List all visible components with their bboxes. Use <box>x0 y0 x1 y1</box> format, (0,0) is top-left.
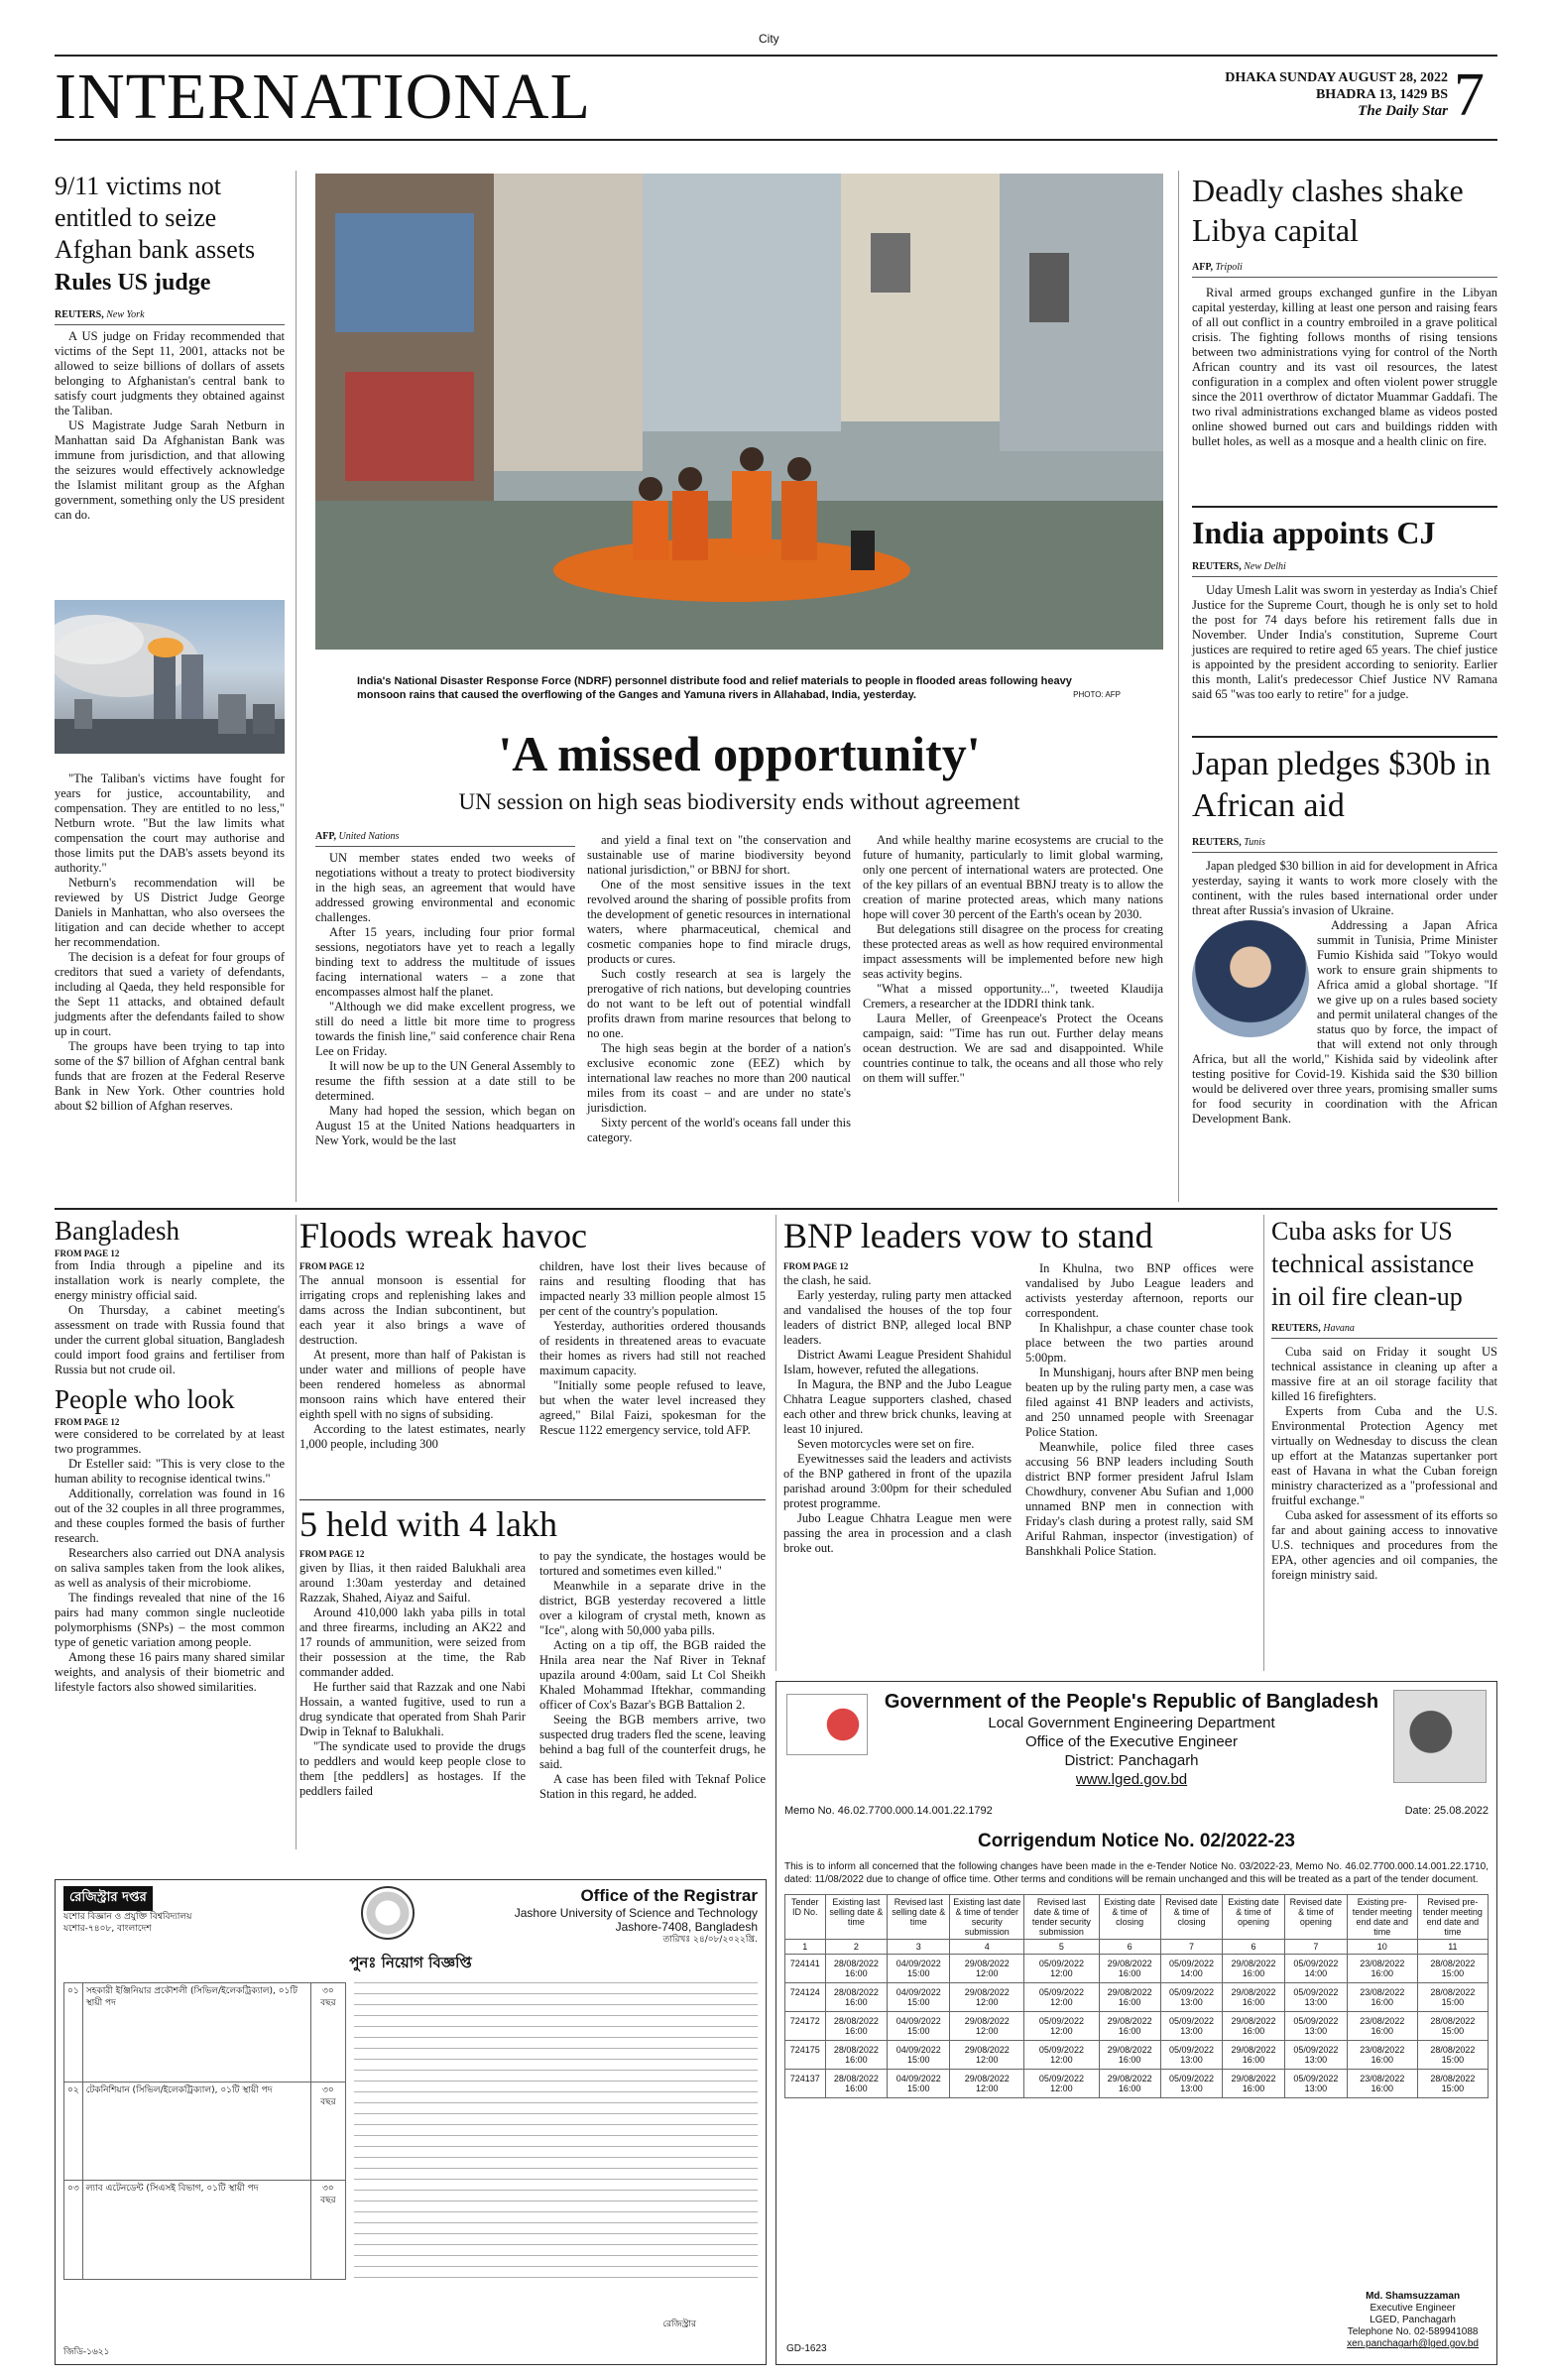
byline-rule <box>1271 1338 1497 1339</box>
signer-org: LGED, Panchagarh <box>1370 2315 1456 2325</box>
memo-no: Memo No. 46.02.7700.000.14.001.22.1792 <box>784 1805 993 1817</box>
table-cell: 724124 <box>785 1983 826 2012</box>
table-index-cell: 7 <box>1284 1940 1347 1955</box>
afghan-subhead: Rules US judge <box>55 270 211 296</box>
table-row <box>785 2041 1489 2070</box>
table-cell: 28/08/2022 16:00 <box>825 2012 888 2041</box>
paragraph: Acting on a tip off, the BGB raided the Hnila area near the Naf River in Teknaf upazila around 4:00am, said Lt Col Sheikh Khaled Mohammad Iftekhar, commanding officer of Cox's Bazar's BGB Battalion 2. <box>539 1638 766 1712</box>
table-cell: 29/08/2022 12:00 <box>950 1955 1024 1983</box>
table-cell: 724137 <box>785 2070 826 2098</box>
japan-byline <box>1192 837 1497 848</box>
table-cell: 05/09/2022 12:00 <box>1024 1955 1099 1983</box>
table-cell: 29/08/2022 16:00 <box>1223 1955 1285 1983</box>
india-article <box>1192 506 1497 702</box>
table-cell: 29/08/2022 16:00 <box>1099 1955 1160 1983</box>
india-byline <box>1192 561 1497 572</box>
table-cell: 29/08/2022 12:00 <box>950 2070 1024 2098</box>
libya-article <box>1192 171 1497 449</box>
paragraph: Japan pledged $30 billion in aid for development in Africa yesterday, saying it wants to work more closely with the continent, with the rules based international order under threat after Russia's invasion of Ukraine. <box>1192 859 1497 917</box>
bn-notice-title: পুনঃ নিয়োগ বিজ্ঞপ্তি <box>349 1954 472 1971</box>
paragraph: Seven motorcycles were set on fire. <box>797 1437 975 1451</box>
floods-col-1 <box>299 1273 526 1452</box>
table-header-cell: Tender ID No. <box>785 1895 826 1940</box>
paragraph: Such costly research at sea is largely the prerogative of rich nations, but developing countries do not want to be left out of potential windfall profits drawn from marine resources that belong to no one. <box>587 967 851 1040</box>
cuba-body <box>1271 1345 1497 1583</box>
cuba-article <box>1271 1215 1497 1583</box>
from-page-label: FROM PAGE 12 <box>55 1417 120 1427</box>
flood-photo-illustration <box>315 174 1163 650</box>
signer-title: Executive Engineer <box>1370 2303 1456 2314</box>
missed-subhead: UN session on high seas biodiversity ends without agreement <box>458 789 1020 814</box>
table-cell: 29/08/2022 16:00 <box>1099 2041 1160 2070</box>
table-row <box>785 2070 1489 2098</box>
paragraph: According to the latest estimates, nearly 1,000 people, including 300 <box>299 1422 526 1451</box>
table-cell: 04/09/2022 15:00 <box>888 1955 950 1983</box>
table-header-cell: Existing date & time of opening <box>1223 1895 1285 1940</box>
paragraph: Among these 16 pairs many shared similar weights, and analysis of their biometric and lifestyle factors also showed similarities. <box>55 1650 285 1694</box>
paragraph: In Khalishpur, a chase counter chase took place between the two parties around 5:00pm. <box>1025 1321 1253 1365</box>
table-cell: ৩০ বছর <box>310 1983 345 2082</box>
paragraph: Researchers also carried out DNA analysis on saliva samples taken from the look alikes, as well as analysis of their microbiome. <box>55 1546 285 1590</box>
from-page-label: FROM PAGE 12 <box>55 1249 120 1258</box>
held-col-2 <box>539 1549 766 1802</box>
section-rule <box>1192 506 1497 508</box>
table-row <box>64 1983 346 2082</box>
bnp-col-1 <box>783 1273 1012 1556</box>
table-index-cell: 1 <box>785 1940 826 1955</box>
table-cell: 23/08/2022 16:00 <box>1347 1983 1417 2012</box>
table-cell: 23/08/2022 16:00 <box>1347 1955 1417 1983</box>
paragraph: children, have lost their lives because of rains and resulting flooding that has impacted nearly 33 million people almost 15 per cent of the country's population. <box>539 1259 766 1318</box>
table-cell: 28/08/2022 15:00 <box>1417 1955 1488 1983</box>
table-cell: 05/09/2022 13:00 <box>1284 1983 1347 2012</box>
table-cell: ল্যাব এটেনডেন্ট (সিএসই বিভাগ, ০১টি স্থায়ী পদ <box>82 2181 310 2280</box>
table-cell: 05/09/2022 12:00 <box>1024 2070 1099 2098</box>
table-cell: 28/08/2022 15:00 <box>1417 1983 1488 2012</box>
table-cell: 04/09/2022 15:00 <box>888 2070 950 2098</box>
mujib-portrait-icon <box>1393 1690 1487 1783</box>
paragraph: One of the most sensitive issues in the text revolved around the sharing of possible profits from the development of genetic resources in international waters, where pharmaceutical, chemical and cosmetic companies hope to find miracle drugs, products or cures. <box>587 878 851 966</box>
table-header-cell: Existing last selling date & time <box>825 1895 888 1940</box>
paragraph: Additionally, correlation was found in 16 out of the 32 couples in all three programmes, and these couples formed the basis of further research. <box>55 1487 285 1545</box>
paragraph: "Although we did make excellent progress, we still do need a little bit more time to progress towards the finish line," said conference chair Rena Lee on Friday. <box>315 1000 575 1058</box>
table-cell: 04/09/2022 15:00 <box>888 1983 950 2012</box>
col-divider <box>1178 171 1179 1202</box>
table-cell: 05/09/2022 12:00 <box>1024 2041 1099 2070</box>
table-index-cell: 7 <box>1160 1940 1222 1955</box>
table-cell: সহকারী ইঞ্জিনিয়ার প্রকৌশলী (সিভিল/ইলেকট্রিক্যাল), ০১টি স্থায়ী পদ <box>82 1983 310 2082</box>
paragraph: In Magura, the BNP and the Jubo League Chhatra League supporters clashed, chased each other and threw brick chunks, leaving at least 10 injured. <box>783 1377 1012 1436</box>
table-cell: 05/09/2022 13:00 <box>1160 2012 1222 2041</box>
paragraph: Sixty percent of the world's oceans fall under this category. <box>587 1116 851 1144</box>
byline-place: Tunis <box>1244 837 1265 848</box>
table-cell: ৩০ বছর <box>310 2082 345 2181</box>
table-row <box>785 1955 1489 1983</box>
bangladesh-50-logo-icon <box>786 1694 868 1755</box>
table-cell: ০১ <box>64 1983 83 2082</box>
lged-header <box>874 1690 1389 1789</box>
signer-phone: Telephone No. 02-589941088 <box>1347 2326 1479 2337</box>
signer-name: Md. Shamsuzzaman <box>1366 2291 1461 2302</box>
memo-date: Date: 25.08.2022 <box>1404 1805 1489 1817</box>
india-headline: India appoints CJ <box>1192 515 1436 550</box>
held-headline: 5 held with 4 lakh <box>299 1504 557 1544</box>
photo-credit: PHOTO: AFP <box>1073 690 1121 699</box>
paragraph: Seeing the BGB members arrive, two suspected drug traders fled the scene, leaving behind a bag full of the counterfeit drugs, he said. <box>539 1713 766 1771</box>
flood-photo <box>315 174 1163 650</box>
paragraph: Many had hoped the session, which began on August 15 at the United Nations headquarters in New York, would be the last <box>315 1104 575 1147</box>
table-cell: 05/09/2022 13:00 <box>1160 2070 1222 2098</box>
col-divider <box>296 1215 297 1849</box>
paragraph: The findings revealed that nine of the 16 pairs had many common single nucleotide polymorphisms (SNPs) – the most common type of genetic variation among people. <box>55 1591 285 1649</box>
paragraph: In Munshiganj, hours after BNP men being beaten up by the ruling party men, a case was filed against 41 BNP leaders and activists, and 250 unnamed people with Sreenagar Police Station. <box>1025 1366 1253 1439</box>
table-cell: 05/09/2022 13:00 <box>1284 2041 1347 2070</box>
table-cell: 05/09/2022 14:00 <box>1160 1955 1222 1983</box>
table-cell: 29/08/2022 16:00 <box>1223 1983 1285 2012</box>
byline-rule <box>315 846 575 847</box>
cuba-byline <box>1271 1323 1497 1334</box>
from-page-label: FROM PAGE 12 <box>299 1261 365 1271</box>
table-row <box>785 2012 1489 2041</box>
table-cell: 29/08/2022 16:00 <box>1099 2070 1160 2098</box>
paragraph: and yield a final text on "the conservation and sustainable use of marine biodiversity beyond national jurisdiction," or BBNJ for short. <box>587 833 851 877</box>
paragraph: US Magistrate Judge Sarah Netburn in Manhattan said Da Afghanistan Bank was immune from jurisdiction, and that allowing the seizures would effectively acknowledge the Islamist militant group as the Afghan government, something only the US president can do. <box>55 418 285 522</box>
tender-table <box>784 1894 1489 2098</box>
section-rule <box>1192 736 1497 738</box>
twin-towers-photo <box>55 600 285 754</box>
table-cell: 724175 <box>785 2041 826 2070</box>
masthead-rule <box>55 139 1497 141</box>
table-cell: 05/09/2022 12:00 <box>1024 1983 1099 2012</box>
paragraph: "What a missed opportunity...", tweeted Klaudija Cremers, a researcher at the IDDRI think tank. <box>863 982 1163 1011</box>
table-cell: 05/09/2022 14:00 <box>1284 1955 1347 1983</box>
bn-date: তারিখঃ ২৪/০৮/২০২২খ্রি. <box>662 1935 758 1945</box>
table-header-cell: Revised last selling date & time <box>888 1895 950 1940</box>
table-cell: 04/09/2022 15:00 <box>888 2012 950 2041</box>
table-index-cell: 2 <box>825 1940 888 1955</box>
table-cell: 28/08/2022 15:00 <box>1417 2070 1488 2098</box>
byline-place: Tripoli <box>1215 262 1243 273</box>
from-page-label: FROM PAGE 12 <box>299 1549 365 1559</box>
table-cell: 05/09/2022 13:00 <box>1160 1983 1222 2012</box>
byline-place: New Delhi <box>1244 561 1286 572</box>
bn-univ: যশোর বিজ্ঞান ও প্রযুক্তি বিশ্ববিদ্যালয় <box>63 1912 192 1922</box>
japan-article <box>1192 736 1497 1127</box>
paragraph: Meanwhile in a separate drive in the district, BGB yesterday recovered a little over a kilogram of crystal meth, known as "Ice", along with 50,000 yaba pills. <box>539 1579 766 1637</box>
paragraph: It will now be up to the UN General Assembly to resume the fifth session at a date still to be determined. <box>315 1059 575 1103</box>
paragraph: to pay the syndicate, the hostages would be tortured and sometimes even killed." <box>539 1549 766 1578</box>
floods-col-2 <box>539 1259 766 1438</box>
byline-agency: AFP, <box>1192 262 1214 273</box>
missed-byline <box>315 831 399 842</box>
paragraph: Cuba asked for assessment of its efforts so far and about gaining access to innovative U.S. techniques and procedures from the EPA, other agencies and oil companies, the foreign ministry said. <box>1271 1508 1497 1582</box>
paragraph: After 15 years, including four prior formal sessions, negotiators have yet to reach a legally binding text to address the multitude of issues facing international waters – a zone that encompasses almost half the planet. <box>315 925 575 999</box>
registrar-bn-header <box>63 1886 311 1935</box>
missed-col-3 <box>863 833 1163 1086</box>
table-cell: টেকনিশিয়ান (সিভিল/ইলেকট্রিক্যাল), ০১টি স্থায়ী পদ <box>82 2082 310 2181</box>
afghan-article <box>55 171 285 523</box>
registrar-addr: Jashore-7408, Bangladesh <box>615 1920 758 1934</box>
table-cell: 05/09/2022 12:00 <box>1024 2012 1099 2041</box>
bnp-col-2 <box>1025 1261 1253 1559</box>
table-header-cell: Revised last date & time of tender security submission <box>1024 1895 1099 1940</box>
afghan-body-2 <box>55 772 285 1114</box>
table-index-cell: 6 <box>1099 1940 1160 1955</box>
section-top-label: City <box>759 32 779 46</box>
byline-place: United Nations <box>338 831 400 842</box>
paragraph: were considered to be correlated by at least two programmes. <box>55 1427 285 1456</box>
japan-body <box>1192 859 1497 1127</box>
paragraph: A US judge on Friday recommended that victims of the Sept 11, 2001, attacks not be allowed to seize billions of dollars of assets belonging to Afghanistan's central bank to satisfy court judgments they obtained against the Taliban. <box>55 329 285 417</box>
afghan-body-1 <box>55 329 285 523</box>
paragraph: District Awami League President Shahidul Islam, however, refuted the allegations. <box>783 1348 1012 1376</box>
paragraph: Eyewitnesses said the leaders and activists of the BNP gathered in front of the upazila parishad around 3:00pm for their scheduled protest programme. <box>783 1452 1012 1510</box>
paragraph: He further said that Razzak and one Nabi Hossain, a wanted fugitive, used to run a drug syndicate that operated from Shah Parir Dwip in Teknaf to Balukhali. <box>299 1680 526 1738</box>
bn-addr: যশোর-৭৪০৮, বাংলাদেশ <box>63 1924 152 1934</box>
table-cell: 05/09/2022 13:00 <box>1284 2070 1347 2098</box>
table-header-cell: Revised date & time of opening <box>1284 1895 1347 1940</box>
paragraph: And while healthy marine ecosystems are crucial to the future of humanity, particularly to limit global warming, only one percent of international waters are protected. One of the key pillars of an eventual BBNJ treaty is to allow the creation of marine protected areas, which many nations hope will cover 30 percent of the Earth's ocean by 2030. <box>863 833 1163 921</box>
col-divider <box>775 1215 776 1671</box>
paragraph: Around 410,000 lakh yaba pills in total and three firearms, including an AK22 and 17 rounds of ammunition, were seized from their possession at the time, the Rab commander added. <box>299 1606 526 1679</box>
from-page-label: FROM PAGE 12 <box>783 1261 849 1271</box>
date-line: DHAKA SUNDAY AUGUST 28, 2022 <box>1225 70 1448 85</box>
paragraph: Cuba said on Friday it sought US technical assistance in cleaning up after a massive fire at an oil storage facility that killed 16 firefighters. <box>1271 1345 1497 1403</box>
byline-agency: REUTERS, <box>1192 837 1242 848</box>
paragraph: On Thursday, a cabinet meeting's assessment on trade with Russia found that under the current global situation, Bangladesh could import food grains and fertiliser from Russia but not crude oil. <box>55 1303 285 1376</box>
lged-dept: Local Government Engineering Department <box>988 1715 1275 1731</box>
people-headline: People who look <box>55 1384 235 1414</box>
date-block <box>1155 69 1448 120</box>
table-cell: 23/08/2022 16:00 <box>1347 2070 1417 2098</box>
floods-headline: Floods wreak havoc <box>299 1216 587 1255</box>
corrigendum-intro: This is to inform all concerned that the following changes have been made in the e-Tender Notice No. 03/2022-23, Memo No. 46.02.7700.000.14.001.22.1710, dated: 11/08/2022 due to change of office time. Other terms and conditions will be remain unchanged and this will be treated as a part of the tender document. <box>784 1861 1489 1885</box>
table-cell: 28/08/2022 16:00 <box>825 1955 888 1983</box>
paragraph: the clash, he said. <box>783 1273 872 1287</box>
table-cell: 05/09/2022 13:00 <box>1160 2041 1222 2070</box>
col-divider <box>1263 1215 1264 1671</box>
table-cell: 28/08/2022 15:00 <box>1417 2041 1488 2070</box>
signer-email[interactable]: xen.panchagarh@lged.gov.bd <box>1347 2338 1479 2349</box>
table-cell: 29/08/2022 12:00 <box>950 2041 1024 2070</box>
bengali-date: BHADRA 13, 1429 BS <box>1315 87 1448 102</box>
registrar-signature: রেজিস্ট্রার <box>662 2320 696 2329</box>
paragraph: Rival armed groups exchanged gunfire in the Libyan capital yesterday, killing at least one person and raising fears of all out conflict in a country embroiled in a grave political crisis. The fighting follows months of rising tensions between two administrations vying for control of the North African country and its vast oil resources, the latest configuration in a complex and often violent power struggle since the 2011 overthrow of dictator Muammar Gaddafi. The two rival administrations exchanged blame as videos posted online showed burned out cars and buildings ridden with bullet holes, as well as a mosque and a health clinic on fire. <box>1192 286 1497 448</box>
byline-place: Havana <box>1323 1323 1355 1334</box>
paragraph: Laura Meller, of Greenpeace's Protect the Oceans campaign, said: "Time has run out. Further delay means ocean destruction. We are sad and disappointed. While countries continue to talk, the oceans and all those who rely on them will suffer." <box>863 1012 1163 1085</box>
paragraph: The annual monsoon is essential for irrigating crops and replenishing lakes and dams across the Indian subcontinent, but each year it also brings a wave of destruction. <box>299 1273 526 1347</box>
libya-headline: Deadly clashes shake Libya capital <box>1192 173 1464 248</box>
lged-gov-title: Government of the People's Republic of Bangladesh <box>884 1691 1379 1713</box>
lged-signature-block <box>1347 2291 1479 2350</box>
afghan-headline: 9/11 victims not entitled to seize Afghan bank assets <box>55 172 256 264</box>
corrigendum-title: Corrigendum Notice No. 02/2022-23 <box>978 1831 1295 1851</box>
table-cell: 29/08/2022 16:00 <box>1099 1983 1160 2012</box>
lged-ad <box>775 1681 1497 2365</box>
university-logo-icon <box>361 1886 415 1940</box>
col-divider <box>296 171 297 1202</box>
paragraph: "Initially some people refused to leave, but when the water level increased they agreed," Bilal Faizi, spokesman for the Rescue 1122 emergency service, told AFP. <box>539 1378 766 1437</box>
floods-article <box>299 1215 766 1256</box>
paragraph: The high seas begin at the border of a nation's exclusive economic zone (EEZ) which by international law reaches no more than 200 nautical miles from its coast – and are under no state's jurisdiction. <box>587 1041 851 1115</box>
afghan-byline <box>55 309 285 320</box>
table-index-cell: 4 <box>950 1940 1024 1955</box>
lged-web-link[interactable]: www.lged.gov.bd <box>1075 1771 1188 1788</box>
paragraph: Uday Umesh Lalit was sworn in yesterday as India's Chief Justice for the Supreme Court, though he is only set to hold the post for 74 days before his retirement falls due in November. Under India's constitution, Supreme Court justices are required to retire aged 65 years. The chief justice is appointed by the president according to seniority. Earlier this month, Lalit's predecessor Chief Justice NV Ramana said 65 "was too early to retire" for a judge. <box>1192 583 1497 701</box>
table-row <box>64 2082 346 2181</box>
bn-office: রেজিস্ট্রার দপ্তর <box>63 1886 153 1911</box>
table-cell: 29/08/2022 16:00 <box>1223 2070 1285 2098</box>
paragraph: Yesterday, authorities ordered thousands of residents in threatened areas to evacuate their homes as rivers had still not reached maximum capacity. <box>539 1319 766 1377</box>
table-cell: 724172 <box>785 2012 826 2041</box>
lged-district: District: Panchagarh <box>1064 1752 1199 1769</box>
table-header-cell: Revised pre-tender meeting end date and time <box>1417 1895 1488 1940</box>
paragraph: Dr Esteller said: "This is very close to the human ability to recognise identical twins." <box>55 1457 285 1486</box>
lged-office: Office of the Executive Engineer <box>1024 1733 1238 1750</box>
table-cell: 23/08/2022 16:00 <box>1347 2012 1417 2041</box>
paragraph: "The syndicate used to provide the drugs to peddlers and would keep people close to them [the peddlers] as hostages. If the peddlers failed <box>299 1739 526 1798</box>
caption-text: India's National Disaster Response Force (NDRF) personnel distribute food and relief materials to people in flooded areas following heavy monsoon rains that caused the overflowing of the Ganges and Yamuna rivers in Allahabad, India, yesterday. <box>357 675 1072 701</box>
cuba-headline: Cuba asks for US technical assistance in oil fire clean-up <box>1271 1217 1475 1311</box>
registrar-ad <box>55 1879 767 2365</box>
paragraph: In Khulna, two BNP offices were vandalised by Jubo League leaders and activists yesterday afternoon, reports our correspondent. <box>1025 1261 1253 1320</box>
bangladesh-headline: Bangladesh <box>55 1216 179 1246</box>
table-cell: 29/08/2022 12:00 <box>950 2012 1024 2041</box>
missed-headline: 'A missed opportunity' <box>498 726 981 781</box>
held-col-1 <box>299 1561 526 1799</box>
paragraph: Addressing a Japan Africa summit in Tunisia, Prime Minister Fumio Kishida said "Tokyo would work to ensure grain shipments to Africa amid a global shortage. "If we give up on a rules based society and permit unilateral changes of the status quo by force, the impact of that will extend not only through Africa, but all the world," Kishida said by videolink after testing positive for Covid-19. Kishida said the $30 billion would be delivered over three years, promising smaller sums for food security in coordination with the African Development Bank. <box>1192 918 1497 1126</box>
byline-rule <box>55 324 285 325</box>
paragraph: "The Taliban's victims have fought for years for justice, accountability, and compensation. They are entitled to no less," Netburn wrote. "But the law limits what compensation the court may authorise and those limits put the DAB's assets beyond its authority." <box>55 772 285 875</box>
missed-col-2 <box>587 833 851 1145</box>
paragraph: from India through a pipeline and its installation work is nearly complete, the energy ministry official said. <box>55 1258 285 1302</box>
table-header-row <box>785 1895 1489 1940</box>
middle-rule <box>55 1208 1497 1210</box>
section-title: INTERNATIONAL <box>55 60 591 133</box>
twin-towers-illustration <box>55 600 285 754</box>
table-cell: 724141 <box>785 1955 826 1983</box>
bangladesh-article <box>55 1215 285 1695</box>
table-index-cell: 6 <box>1223 1940 1285 1955</box>
byline-agency: REUTERS, <box>55 309 104 320</box>
byline-agency: AFP, <box>315 831 337 842</box>
table-cell: ০৩ <box>64 2181 83 2280</box>
lged-memo-row <box>784 1805 1489 1817</box>
table-cell: 28/08/2022 15:00 <box>1417 2012 1488 2041</box>
bnp-headline: BNP leaders vow to stand <box>783 1216 1153 1255</box>
table-index-cell: 5 <box>1024 1940 1099 1955</box>
registrar-office: Office of the Registrar <box>580 1886 758 1905</box>
paragraph: The decision is a defeat for four groups of creditors that sued a variety of defendants, including al Qaeda, they held responsible for the Sept 11 attacks, and obtained default judgments after the defendants failed to show up in court. <box>55 950 285 1038</box>
registrar-en-header <box>515 1886 758 1946</box>
table-cell: 29/08/2022 16:00 <box>1099 2012 1160 2041</box>
registrar-univ: Jashore University of Science and Technology <box>514 1906 758 1920</box>
table-cell: 29/08/2022 12:00 <box>950 1983 1024 2012</box>
paragraph: given by Ilias, it then raided Balukhali area around 1:30am yesterday and detained Razzak, Shahed, Aiyaz and Saiful. <box>299 1561 526 1605</box>
india-body <box>1192 583 1497 702</box>
gd-code: জিডি-১৬২১ <box>63 2347 110 2357</box>
table-index-cell: 11 <box>1417 1940 1488 1955</box>
section-rule <box>299 1499 766 1500</box>
registrar-fine-print <box>354 1982 758 2280</box>
byline-rule <box>1192 277 1497 278</box>
libya-body <box>1192 286 1497 449</box>
table-cell: 29/08/2022 16:00 <box>1223 2012 1285 2041</box>
byline-place: New York <box>106 309 145 320</box>
top-rule <box>55 55 1497 57</box>
table-header-cell: Existing date & time of closing <box>1099 1895 1160 1940</box>
kishida-photo <box>1192 920 1309 1037</box>
table-cell: 05/09/2022 13:00 <box>1284 2012 1347 2041</box>
paragraph: Jubo League Chhatra League men were passing the area in procession and a clash broke out. <box>783 1511 1012 1555</box>
byline-rule <box>1192 852 1497 853</box>
byline-agency: REUTERS, <box>1192 561 1242 572</box>
table-cell: ৩০ বছর <box>310 2181 345 2280</box>
paragraph: UN member states ended two weeks of negotiations without a treaty to protect biodiversity in the high seas, an agreement that would have addressed growing environmental and economic challenges. <box>315 851 575 924</box>
gd-code: GD-1623 <box>786 2343 827 2354</box>
table-cell: 28/08/2022 16:00 <box>825 2070 888 2098</box>
table-cell: 29/08/2022 16:00 <box>1223 2041 1285 2070</box>
paragraph: A case has been filed with Teknaf Police Station in this regard, he added. <box>539 1772 766 1801</box>
paragraph: At present, more than half of Pakistan is under water and millions of people have been rendered homeless as abnormal monsoon rains which have entered their eighth spell with no signs of subsiding. <box>299 1348 526 1421</box>
japan-headline: Japan pledges $30b in African aid <box>1192 746 1491 824</box>
registrar-post-table <box>63 1982 346 2280</box>
table-cell: 28/08/2022 16:00 <box>825 1983 888 2012</box>
paragraph: The groups have been trying to tap into some of the $7 billion of Afghan central bank funds that are frozen at the Federal Reserve Bank in New York. Other countries hold about $2 billion of Afghan reserves. <box>55 1039 285 1113</box>
table-header-cell: Revised date & time of closing <box>1160 1895 1222 1940</box>
paragraph: Early yesterday, ruling party men attacked and vandalised the houses of the top four leaders of district BNP, alleged local BNP leaders. <box>783 1288 1012 1347</box>
table-index-row <box>785 1940 1489 1955</box>
byline-rule <box>1192 576 1497 577</box>
paragraph: Netburn's recommendation will be reviewed by US District Judge George Daniels in Manhattan, who also oversees the litigation and can decide whether to accept her recommendation. <box>55 876 285 949</box>
byline-agency: REUTERS, <box>1271 1323 1321 1334</box>
flood-photo-caption <box>357 674 1121 702</box>
table-index-cell: 10 <box>1347 1940 1417 1955</box>
paper-name: The Daily Star <box>1358 103 1448 119</box>
paragraph: But delegations still disagree on the process for creating these protected areas as well as how required environmental impact assessments will be implemented before new high seas activity begins. <box>863 922 1163 981</box>
table-header-cell: Existing pre-tender meeting end date and time <box>1347 1895 1417 1940</box>
missed-col-1 <box>315 851 575 1148</box>
table-index-cell: 3 <box>888 1940 950 1955</box>
table-header-cell: Existing last date & time of tender security submission <box>950 1895 1024 1940</box>
page-number: 7 <box>1454 61 1485 129</box>
table-cell: 04/09/2022 15:00 <box>888 2041 950 2070</box>
table-row <box>64 2181 346 2280</box>
table-cell: ০২ <box>64 2082 83 2181</box>
paragraph: Meanwhile, police filed three cases accusing 56 BNP leaders including South district BNP former president Jafrul Islam Chowdhury, convener Abu Sufian and 1,000 unnamed BNP men in connection with Friday's clash during a protest rally, said SM Ariful Rahman, inspector (investigation) of Banshkhali Police Station. <box>1025 1440 1253 1558</box>
table-cell: 23/08/2022 16:00 <box>1347 2041 1417 2070</box>
table-cell: 28/08/2022 16:00 <box>825 2041 888 2070</box>
libya-byline <box>1192 262 1497 273</box>
table-row <box>785 1983 1489 2012</box>
paragraph: Experts from Cuba and the U.S. Environmental Protection Agency met virtually on Wednesday to discuss the clean up effort at the Matanzas supertanker port east of Havana in what the Cuban foreign ministry characterized as a "professional and fruitful exchange." <box>1271 1404 1497 1507</box>
